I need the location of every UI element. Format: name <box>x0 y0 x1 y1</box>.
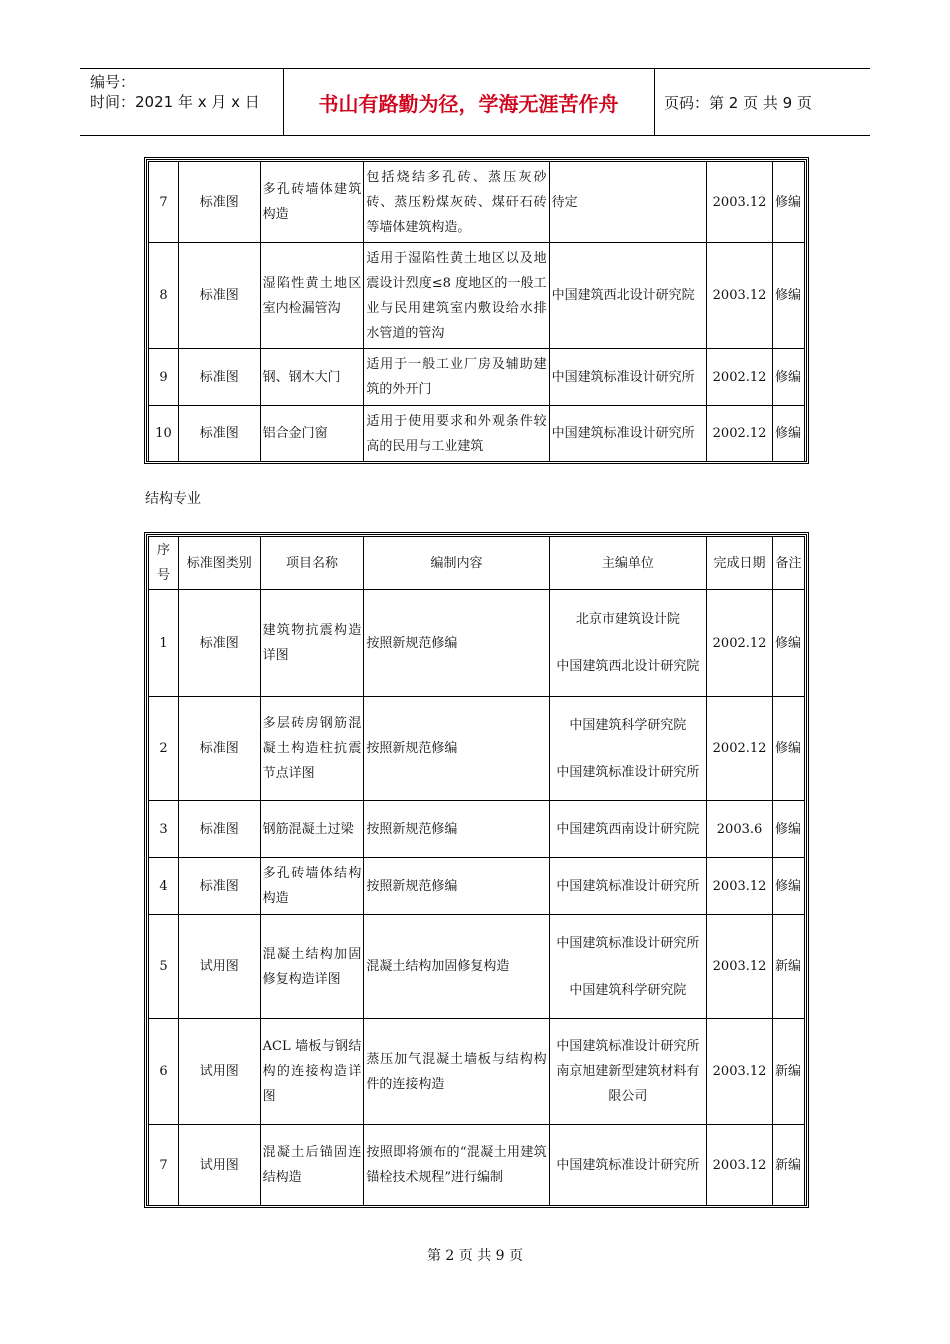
unit-secondary: 南京旭建新型建筑材料有限公司 <box>556 1064 700 1104</box>
header-type: 标准图类别 <box>179 537 261 590</box>
row-name: 钢筋混凝土过梁 <box>261 801 365 858</box>
row-name: 钢、钢木大门 <box>261 349 365 406</box>
row-note: 新编 <box>773 915 804 1019</box>
row-unit <box>550 590 707 697</box>
row-content: 适用于使用要求和外观条件较高的民用与工业建筑 <box>364 406 549 461</box>
row-content: 按照新规范修编 <box>364 697 549 801</box>
row-name: 混凝土后锚固连结构造 <box>261 1125 365 1205</box>
row-unit <box>550 697 707 801</box>
row-content: 混凝土结构加固修复构造 <box>364 915 549 1019</box>
row-date: 2003.12 <box>707 858 773 915</box>
row-date: 2003.12 <box>707 1125 773 1205</box>
table-row <box>149 858 804 915</box>
row-content: 蒸压加气混凝土墙板与结构构件的连接构造 <box>364 1019 549 1125</box>
row-unit <box>550 1019 707 1125</box>
page-header <box>80 68 870 136</box>
row-type: 标准图 <box>179 858 261 915</box>
header-note: 备注 <box>773 537 804 590</box>
row-note: 修编 <box>773 162 804 243</box>
row-content: 按照新规范修编 <box>364 801 549 858</box>
row-note: 修编 <box>775 426 802 441</box>
unit-secondary: 中国建筑科学研究院 <box>569 982 687 998</box>
row-name: 湿陷性黄土地区室内检漏管沟 <box>261 243 365 349</box>
table-row <box>149 697 804 801</box>
row-date: 2002.12 <box>707 697 773 801</box>
table-row <box>149 801 804 858</box>
unit-primary: 中国建筑科学研究院 <box>569 717 687 733</box>
table-row <box>149 162 804 243</box>
row-date: 2003.12 <box>707 1019 773 1125</box>
row-note: 修编 <box>773 243 804 349</box>
row-note: 修编 <box>773 697 804 801</box>
row-date: 2002.12 <box>707 349 773 406</box>
row-name: 多孔砖墙体建筑构造 <box>261 162 365 243</box>
row-type: 试用图 <box>179 1019 261 1125</box>
row-content: 按照新规范修编 <box>364 590 549 697</box>
row-date: 2003.12 <box>707 243 773 349</box>
header-unit: 主编单位 <box>550 537 707 590</box>
row-unit: 中国建筑标准设计研究所 <box>550 1125 707 1205</box>
row-name: 混凝土结构加固修复构造详图 <box>261 915 365 1019</box>
row-date: 2003.12 <box>707 162 773 243</box>
row-number: 7 <box>149 162 179 243</box>
row-unit: 中国建筑西北设计研究院 <box>550 243 707 349</box>
header-name: 项目名称 <box>261 537 365 590</box>
row-content: 适用于湿陷性黄土地区以及地震设计烈度≤8 度地区的一般工业与民用建筑室内敷设给水排水管道的管沟 <box>364 243 549 349</box>
row-number: 10 <box>149 406 179 461</box>
header-date: 完成日期 <box>707 537 773 590</box>
header-number: 序号 <box>149 537 179 590</box>
table-row <box>149 1019 804 1125</box>
row-date: 2002.12 <box>707 590 773 697</box>
table-header-row <box>149 537 804 590</box>
row-date: 2002.12 <box>707 406 773 461</box>
row-number: 9 <box>149 349 179 406</box>
row-unit: 中国建筑标准设计研究所 <box>550 406 707 461</box>
row-type: 标准图 <box>179 406 261 461</box>
header-divider <box>654 69 655 135</box>
unit-primary: 北京市建筑设计院 <box>575 612 680 627</box>
row-note: 新编 <box>775 1157 802 1173</box>
row-number: 7 <box>149 1125 179 1205</box>
row-name: 多孔砖墙体结构构造 <box>261 858 365 915</box>
row-type: 标准图 <box>179 590 261 697</box>
row-content: 包括烧结多孔砖、蒸压灰砂砖、蒸压粉煤灰砖、煤矸石砖等墙体建筑构造。 <box>364 162 549 243</box>
document-time: 时间：2021 年 x 月 x 日 <box>90 93 260 111</box>
unit-primary: 中国建筑标准设计研究所 <box>556 1039 700 1054</box>
row-note: 修编 <box>773 858 804 915</box>
header-motto: 书山有路勤为径，学海无涯苦作舟 <box>318 91 619 116</box>
row-number: 2 <box>149 697 179 801</box>
row-number: 6 <box>149 1019 179 1125</box>
unit-secondary: 中国建筑标准设计研究所 <box>556 764 700 780</box>
row-name: 铝合金门窗 <box>261 406 365 461</box>
row-date: 2003.6 <box>707 801 773 858</box>
architecture-table <box>148 161 805 462</box>
row-note: 修编 <box>773 801 804 858</box>
table-row <box>149 406 804 461</box>
unit-secondary: 中国建筑西北设计研究院 <box>556 659 700 674</box>
table-row <box>149 590 804 697</box>
row-name: 建筑物抗震构造详图 <box>261 590 365 697</box>
row-type: 试用图 <box>179 1125 261 1205</box>
row-note: 修编 <box>773 349 804 406</box>
row-note: 修编 <box>773 590 804 697</box>
header-info <box>80 69 283 135</box>
row-unit: 中国建筑标准设计研究所 <box>550 858 707 915</box>
document-number: 编号： <box>90 73 136 91</box>
row-number: 4 <box>149 858 179 915</box>
row-type: 标准图 <box>179 697 261 801</box>
section-title: 结构专业 <box>145 491 201 507</box>
row-name: 多层砖房钢筋混凝土构造柱抗震节点详图 <box>261 697 365 801</box>
header-content: 编制内容 <box>364 537 549 590</box>
table-row <box>149 1125 804 1205</box>
header-page-number: 页码：第 2 页 共 9 页 <box>664 93 812 112</box>
table-row <box>149 349 804 406</box>
row-content: 按照新规范修编 <box>364 858 549 915</box>
page-footer: 第 2 页 共 9 页 <box>426 1248 524 1264</box>
row-unit: 待定 <box>550 162 707 243</box>
row-type: 标准图 <box>179 162 261 243</box>
row-unit <box>550 915 707 1019</box>
unit-primary: 中国建筑标准设计研究所 <box>556 935 700 951</box>
row-unit: 中国建筑西南设计研究院 <box>550 801 707 858</box>
row-type: 标准图 <box>179 801 261 858</box>
row-note: 新编 <box>773 1019 804 1125</box>
row-content: 适用于一般工业厂房及辅助建筑的外开门 <box>364 349 549 406</box>
row-type: 标准图 <box>179 243 261 349</box>
table-row <box>149 243 804 349</box>
row-number: 3 <box>149 801 179 858</box>
row-name: ACL 墙板与钢结构的连接构造详图 <box>261 1019 365 1125</box>
row-date: 2003.12 <box>707 915 773 1019</box>
row-type: 标准图 <box>179 349 261 406</box>
row-number: 5 <box>149 915 179 1019</box>
table-row <box>149 915 804 1019</box>
row-number: 8 <box>149 243 179 349</box>
row-unit: 中国建筑标准设计研究所 <box>550 349 707 406</box>
structure-table <box>148 536 805 1206</box>
row-number: 1 <box>149 590 179 697</box>
row-type: 试用图 <box>179 915 261 1019</box>
row-content: 按照即将颁布的“混凝土用建筑锚栓技术规程”进行编制 <box>364 1125 549 1205</box>
